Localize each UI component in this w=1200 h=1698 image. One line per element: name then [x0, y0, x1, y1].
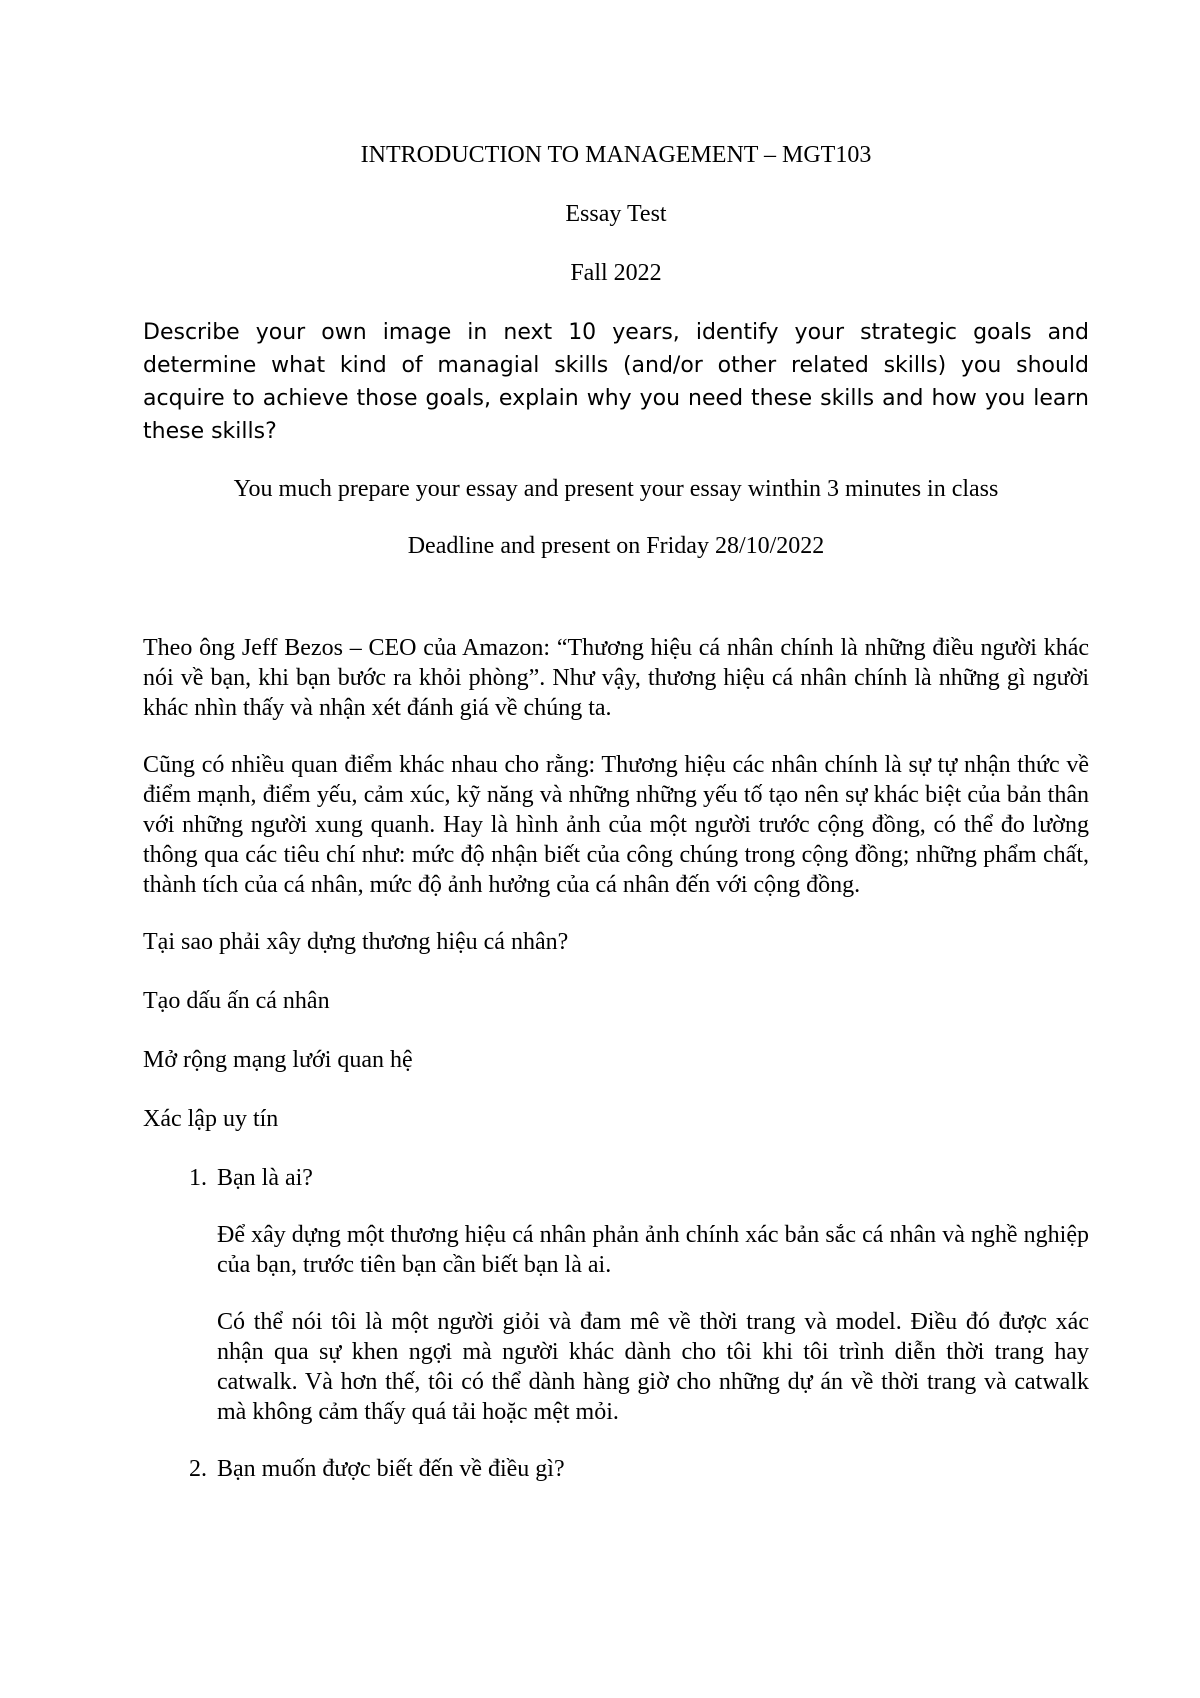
list-item-number: 2.	[189, 1456, 207, 1482]
list-item-heading	[143, 1454, 1089, 1484]
list-item	[143, 1163, 1089, 1427]
assignment-instruction: You much prepare your essay and present your essay winthin 3 minutes in class	[233, 476, 999, 502]
course-title: INTRODUCTION TO MANAGEMENT – MGT103	[360, 142, 872, 168]
list-item-title: Bạn là ai?	[217, 1165, 313, 1191]
assignment-deadline: Deadline and present on Friday 28/10/2022	[407, 533, 825, 559]
body-paragraph-1: Theo ông Jeff Bezos – CEO của Amazon: “Thương hiệu cá nhân chính là những điều người khác nói về bạn, khi bạn bước ra khỏi phòng”. Như vậy, thương hiệu cá nhân chính là những gì người khác nhìn thấy và nhận xét đánh giá về chúng ta.	[143, 635, 1089, 721]
list-item-paragraph: Có thể nói tôi là một người giỏi và đam mê về thời trang và model. Điều đó được xác nhận qua sự khen ngợi mà người khác dành cho tôi khi tôi trình diễn thời trang hay catwalk. Và hơn thế, tôi có thể dành hàng giờ cho những dự án về thời trang và catwalk mà không cảm thấy quá tải hoặc mệt mỏi.	[217, 1309, 1089, 1425]
term: Fall 2022	[570, 260, 662, 286]
reason-line-1: Tạo dấu ấn cá nhân	[143, 988, 330, 1014]
numbered-list	[143, 1163, 1089, 1484]
reason-line-2: Mở rộng mạng lưới quan hệ	[143, 1047, 413, 1073]
section-question: Tại sao phải xây dựng thương hiệu cá nhân?	[143, 929, 569, 955]
list-item-number: 1.	[189, 1165, 207, 1191]
list-item-body	[217, 1220, 1089, 1427]
list-item-paragraph: Để xây dựng một thương hiệu cá nhân phản ảnh chính xác bản sắc cá nhân và nghề nghiệp của bạn, trước tiên bạn cần biết bạn là ai.	[217, 1222, 1089, 1278]
list-item	[143, 1454, 1089, 1484]
test-type: Essay Test	[565, 201, 667, 227]
reason-line-3: Xác lập uy tín	[143, 1106, 279, 1132]
body-paragraph-2: Cũng có nhiều quan điểm khác nhau cho rằng: Thương hiệu các nhân chính là sự tự nhận thức về điểm mạnh, điểm yếu, cảm xúc, kỹ năng và những những yếu tố tạo nên sự khác biệt của bản thân với những người xung quanh. Hay là hình ảnh của một người trước cộng đồng, có thể đo lường thông qua các tiêu chí như: mức độ nhận biết của công chúng trong cộng đồng; những phẩm chất, thành tích của cá nhân, mức độ ảnh hưởng của cá nhân đến với cộng đồng.	[143, 752, 1089, 898]
assignment-prompt: Describe your own image in next 10 years, identify your strategic goals and determine what kind of managial skills (and/or other related skills) you should acquire to achieve those goals, explain why you need these skills and how you learn these skills?	[143, 320, 1089, 444]
document-content	[143, 140, 1089, 1511]
list-item-heading	[143, 1163, 1089, 1193]
list-item-title: Bạn muốn được biết đến về điều gì?	[217, 1456, 565, 1482]
